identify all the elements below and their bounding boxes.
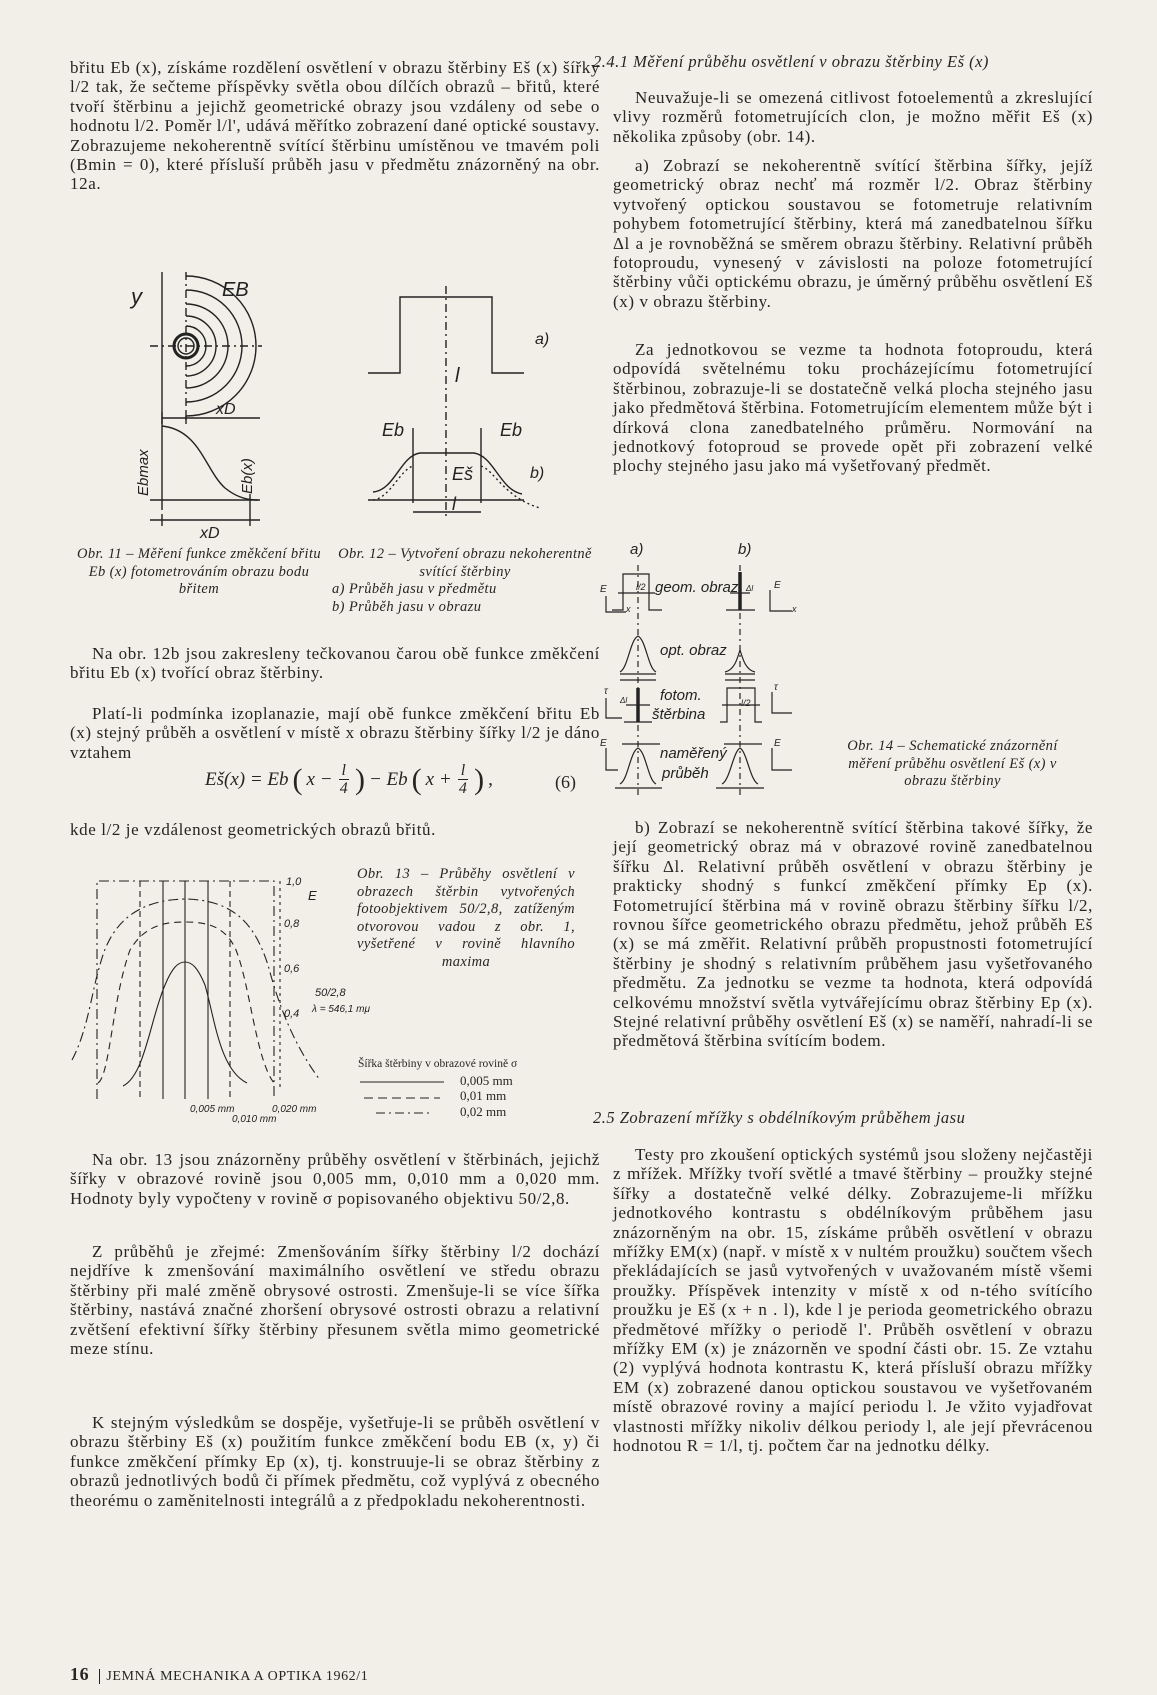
equation-term-1: x − bbox=[306, 768, 333, 790]
fig14-E-4: E bbox=[774, 738, 781, 749]
fraction-2 bbox=[458, 762, 468, 797]
fig12-label-b: b) bbox=[530, 465, 545, 482]
legend-item-dash-dot: 0,02 mm bbox=[460, 1103, 507, 1119]
paragraph-text: Neuvažuje-li se omezená citlivost fotoelementů a zkreslující vlivy rozměrů fotometrujících clon, je možno měřit Eš (x) několika způsoby (obr. 14). bbox=[613, 88, 1093, 146]
paragraph-text: Testy pro zkoušení optických systémů jsou složeny nejčastěji z mřížek. Mřížky tvoří světlé a tmavé štěrbiny – proužky stejné šířky a dostatečně velké délky. Zobrazujeme-li mřížku jednotkového kontrastu s obdélníkovým průběhem jasu znázorněným na obr. 15, získáme průběh osvětlení v obrazu mřížky EM(x) (např. v místě x v nultém proužku) součtem všech překládajících se jasů vytvořených v uvažovaném místě všemi proužky. Příspěvek intenzity v místě x od n-tého svítícího proužku je Eš (x + n . l), kde l je perioda geometrického obrazu předmětové mřížky o periodě l'. Průběh osvětlení v obrazu mřížky EM (x) je znázorněn ve spodní části obr. 15. Ze vztahu (2) vyplývá hodnota kontrastu K, která přísluší obrazu mřížky EM (x) zobrazené danou optickou soustavou ve vyšetřovaném místě obrazové roviny a mající periodu l. Je vžito vyjadřovat vlastnosti mřížky nikoliv délkou periody l, ale její převrácenou hodnotou R = 1/l, tj. počtem čar na jednotku délky. bbox=[613, 1145, 1093, 1456]
page-footer bbox=[70, 1664, 368, 1685]
figure-12 bbox=[368, 286, 549, 520]
fig12-label-eb-right: Eb bbox=[500, 420, 523, 440]
figure-11-caption: Obr. 11 – Měření funkce změkčení břitu Eb (x) fotometrováním obrazu bodu břitem bbox=[76, 546, 322, 597]
figure-14 bbox=[600, 541, 797, 795]
ytick-1-0: 1,0 bbox=[286, 876, 302, 888]
fig14-label-b: b) bbox=[738, 541, 752, 558]
ytick-0-6: 0,6 bbox=[284, 963, 300, 975]
fig14-delta-a: Δl bbox=[620, 696, 628, 705]
figure-12-caption bbox=[330, 546, 600, 616]
fig14-opt-obraz: opt. obraz bbox=[660, 642, 727, 659]
fraction-1 bbox=[339, 762, 349, 797]
numerator: l bbox=[458, 762, 468, 780]
right-paragraph-1 bbox=[613, 88, 1093, 146]
footer-divider bbox=[99, 1669, 100, 1684]
lens-label: 50/2,8 bbox=[315, 987, 346, 999]
fig11-label-eb: EB bbox=[222, 279, 249, 301]
fig14-half-a: l/2 bbox=[636, 582, 646, 592]
fig11-label-ebx: Eb(x) bbox=[239, 458, 256, 494]
fig12-label-eb-left: Eb bbox=[382, 420, 405, 440]
fig14-E-3: E bbox=[600, 738, 607, 749]
xlabel-0-010: 0,010 mm bbox=[232, 1114, 277, 1125]
xlabel-0-020: 0,020 mm bbox=[272, 1104, 317, 1115]
equation-number: (6) bbox=[555, 772, 576, 792]
fig12-label-es: Eš bbox=[452, 464, 474, 484]
ytick-0-4: 0,4 bbox=[284, 1008, 300, 1020]
figure-14-caption: Obr. 14 – Schematické znázornění měření průběhu osvětlení Eš (x) v obrazu štěrbiny bbox=[847, 738, 1058, 789]
left-paragraph-5 bbox=[70, 1150, 600, 1208]
fig14-x-1: x bbox=[626, 604, 631, 614]
fig11-label-ebmax: Ebmax bbox=[135, 449, 152, 496]
left-paragraph-4 bbox=[70, 820, 600, 839]
fig12-label-a: a) bbox=[535, 331, 550, 348]
legend-item-dashed: 0,01 mm bbox=[460, 1088, 507, 1103]
xlabel-0-005: 0,005 mm bbox=[190, 1104, 235, 1115]
left-paragraph-6 bbox=[70, 1242, 600, 1358]
journal-name: JEMNÁ MECHANIKA A OPTIKA 1962/1 bbox=[106, 1669, 369, 1684]
ytick-0-8: 0,8 bbox=[284, 918, 300, 930]
fig14-sterbina: štěrbina bbox=[652, 706, 706, 723]
fig14-geom-obraz: geom. obraz bbox=[655, 579, 739, 596]
fig14-half-b: l/2 bbox=[741, 698, 751, 708]
fig14-fotom: fotom. bbox=[660, 687, 702, 704]
figure-12-caption-b: b) Průběh jasu v obrazu bbox=[332, 598, 482, 615]
wavelength-label: λ = 546,1 mμ bbox=[312, 1004, 370, 1015]
paragraph-text: Platí-li podmínka izoplanazie, mají obě funkce změkčení břitu Eb (x) stejný průběh a osvětlení v místě x obrazu štěrbiny šířky l/2 je dáno vztahem bbox=[70, 704, 600, 762]
paragraph-text: břitu Eb (x), získáme rozdělení osvětlení v obrazu štěrbiny Eš (x) šířky l/2 tak, že sečteme příspěvky světla obou dílčích obrazů – břitů, které tvoří štěrbinu a jejichž geometrické obrazy jsou vzdáleny od sebe o hodnotu l/2. Poměr l/l', udává měřítko zobrazení dané optické soustavy. Zobrazujeme nekoherentně svítící štěrbinu umístěnou ve tmavém poli (Bmin = 0), které přísluší průběh jasu v předmětu znázorněný na obr. 12a. bbox=[70, 58, 600, 194]
equation-term-2: x + bbox=[425, 768, 452, 790]
numerator: l bbox=[339, 762, 349, 780]
paragraph-text: K stejným výsledkům se dospěje, vyšetřuje-li se průběh osvětlení v obrazu štěrbiny Eš (x) použitím funkce změkčení bodu EB (x, y) či funkce změkčení přímky Ep (x), tj. konstruuje-li se obraz štěrbiny z obrazů jednotlivých bodů či přímek předmětu, což vyplývá z obecného theorému o zaměnitelnosti integrálů a z předpokladu nekoherentnosti. bbox=[70, 1413, 600, 1510]
left-paragraph-1 bbox=[70, 58, 600, 194]
paragraph-text: Na obr. 12b jsou zakresleny tečkovanou čarou obě funkce změkčení břitu Eb (x) tvořící obraz štěrbiny. bbox=[70, 644, 600, 683]
right-paragraph-5 bbox=[613, 1145, 1093, 1456]
legend-item-solid: 0,005 mm bbox=[460, 1072, 513, 1088]
fig11-label-y: y bbox=[131, 284, 142, 309]
denominator: 4 bbox=[339, 780, 348, 797]
fig14-x-2: x bbox=[792, 604, 797, 614]
ylabel-e: E bbox=[308, 888, 317, 903]
right-paragraph-4 bbox=[613, 818, 1093, 1051]
page-number: 16 bbox=[70, 1664, 90, 1684]
curve-0-01-mm bbox=[98, 922, 274, 1083]
left-paragraph-2 bbox=[70, 644, 600, 683]
paragraph-text: b) Zobrazí se nekoherentně svítící štěrbina takové šířky, že její geometrický obraz má v obrazové rovině zanedbatelnou šířku Δl. Relativní průběh osvětlení v obrazu štěrbiny je prakticky shodný s funkcí změkčení přímky Ep (x). Fotometrující štěrbina má v rovině obrazu štěrbiny šířku l/2, rovnou šířce geometrického obrazu předmětu, jehož průběh Eš (x) se má změřit. Relativní průběh propustnosti fotometrující štěrbiny je shodný s relativním průběhem jasu vyšetřovaného předmětu. Za jednotku se vezme ta hodnota, která odpovídá celkovému množství světla vytvářejícímu obraz štěrbiny Ep (x). Stejné relativní průběhy osvětlení Eš (x) se naměří, nahradí-li se předmětová štěrbina svítícím bodem. bbox=[613, 818, 1093, 1051]
paragraph-text: a) Zobrazí se nekoherentně svítící štěrbina šířky, jejíž geometrický obraz nechť má rozměr l/2. Obraz štěrbiny vytvořený optickou soustavou se fotometruje relativním pohybem fotometrující štěrbiny, která má zanedbatelnou šířku Δl a je rovnoběžná se směrem obrazu štěrbiny. Relativní průběh fotoproudu, vynesený v závislosti na poloze fotometrující štěrbiny vůči optickému obrazu, je úměrný průběhu osvětlení Eš (x) v obrazu štěrbiny. bbox=[613, 156, 1093, 311]
fig12-label-l-top: l bbox=[455, 365, 460, 387]
left-paragraph-3 bbox=[70, 704, 600, 762]
section-heading-2-5: 2.5 Zobrazení mřížky s obdélníkovým průběhem jasu bbox=[593, 1108, 966, 1127]
equation-lhs: Eš(x) = Eb bbox=[205, 768, 289, 790]
fig14-delta-b: Δl bbox=[746, 584, 754, 593]
section-heading-2-4-1: 2.4.1 Měření průběhu osvětlení v obrazu štěrbiny Eš (x) bbox=[593, 52, 989, 71]
fig14-namereny: naměřený bbox=[660, 745, 727, 762]
fig14-E-2: E bbox=[774, 580, 781, 591]
legend-title: Šířka štěrbiny v obrazové rovině σ bbox=[358, 1058, 518, 1070]
image-illumination-curve bbox=[373, 453, 522, 494]
fig14-label-a: a) bbox=[630, 541, 644, 558]
fig11-label-xd-bottom: xD bbox=[200, 525, 220, 542]
right-paragraph-3 bbox=[613, 340, 1093, 476]
left-paragraph-7 bbox=[70, 1413, 600, 1510]
fig14-prubeh: průběh bbox=[662, 765, 709, 782]
paragraph-text: kde l/2 je vzdálenost geometrických obrazů břitů. bbox=[70, 820, 436, 839]
fig11-label-xd-top: xD bbox=[216, 401, 236, 418]
fig14-E-1: E bbox=[600, 584, 607, 595]
equation-6: Eš(x) = Eb ( x − $\frac{l}{4}$ ) − Eb ( x + $\frac{l}{4}$ ) , bbox=[205, 762, 493, 797]
figure-13-legend bbox=[358, 1057, 588, 1119]
right-paragraph-2 bbox=[613, 156, 1093, 311]
figure-13-caption: Obr. 13 – Průběhy osvětlení v obrazech štěrbin vytvořených fotoobjektivem 50/2,8, zatíženým otvorovou vadou z obr. 1, vyšetřené v rovině hlavního maxima bbox=[357, 866, 575, 970]
figure-11 bbox=[129, 272, 262, 542]
paragraph-text: Na obr. 13 jsou znázorněny průběhy osvětlení v štěrbinách, jejichž šířky v obrazové rovině jsou 0,005 mm, 0,010 mm a 0,020 mm. Hodnoty byly vypočteny v rovině σ popisovaného objektivu 50/2,8. bbox=[70, 1150, 600, 1208]
figure-12-caption-title: Obr. 12 – Vytvoření obrazu nekoherentně svítící štěrbiny bbox=[338, 546, 592, 580]
curve-0-02-mm bbox=[72, 899, 320, 1080]
figure-12-caption-a: a) Průběh jasu v předmětu bbox=[332, 581, 497, 597]
fig14-tau-1: τ bbox=[604, 686, 608, 697]
fig14-tau-2: τ bbox=[774, 682, 778, 693]
paragraph-text: Z průběhů je zřejmé: Zmenšováním šířky štěrbiny l/2 dochází nejdříve k zmenšování maximálního osvětlení ve středu obrazu štěrbiny při malé změně obrysové ostrosti. Zmenšuje-li se více šířka štěrbiny, nastává značné zhoršení obrysové ostrosti obrazu a relativní zvětšení efektivní šířky štěrbiny přesunem světla mimo geometrické meze stínu. bbox=[70, 1242, 600, 1359]
equation-comma: , bbox=[488, 768, 493, 790]
fig12-label-l-bottom: l bbox=[452, 494, 456, 514]
equation-mid: − Eb bbox=[368, 768, 408, 790]
denominator: 4 bbox=[458, 780, 467, 797]
paragraph-text: Za jednotkovou se vezme ta hodnota fotoproudu, která odpovídá světelnému toku procházejícímu fotometrující štěrbinou, zobrazuje-li se dostatečně velká plocha stejného jasu jako předmětová štěrbina. Fotometrujícím elementem může být i dírková clona zanedbatelného průměru. Normování na jednotkový fotoproud se provede opět při zobrazení velké plochy stejného jasu jako má vyšetřovaný předmět. bbox=[613, 340, 1093, 476]
